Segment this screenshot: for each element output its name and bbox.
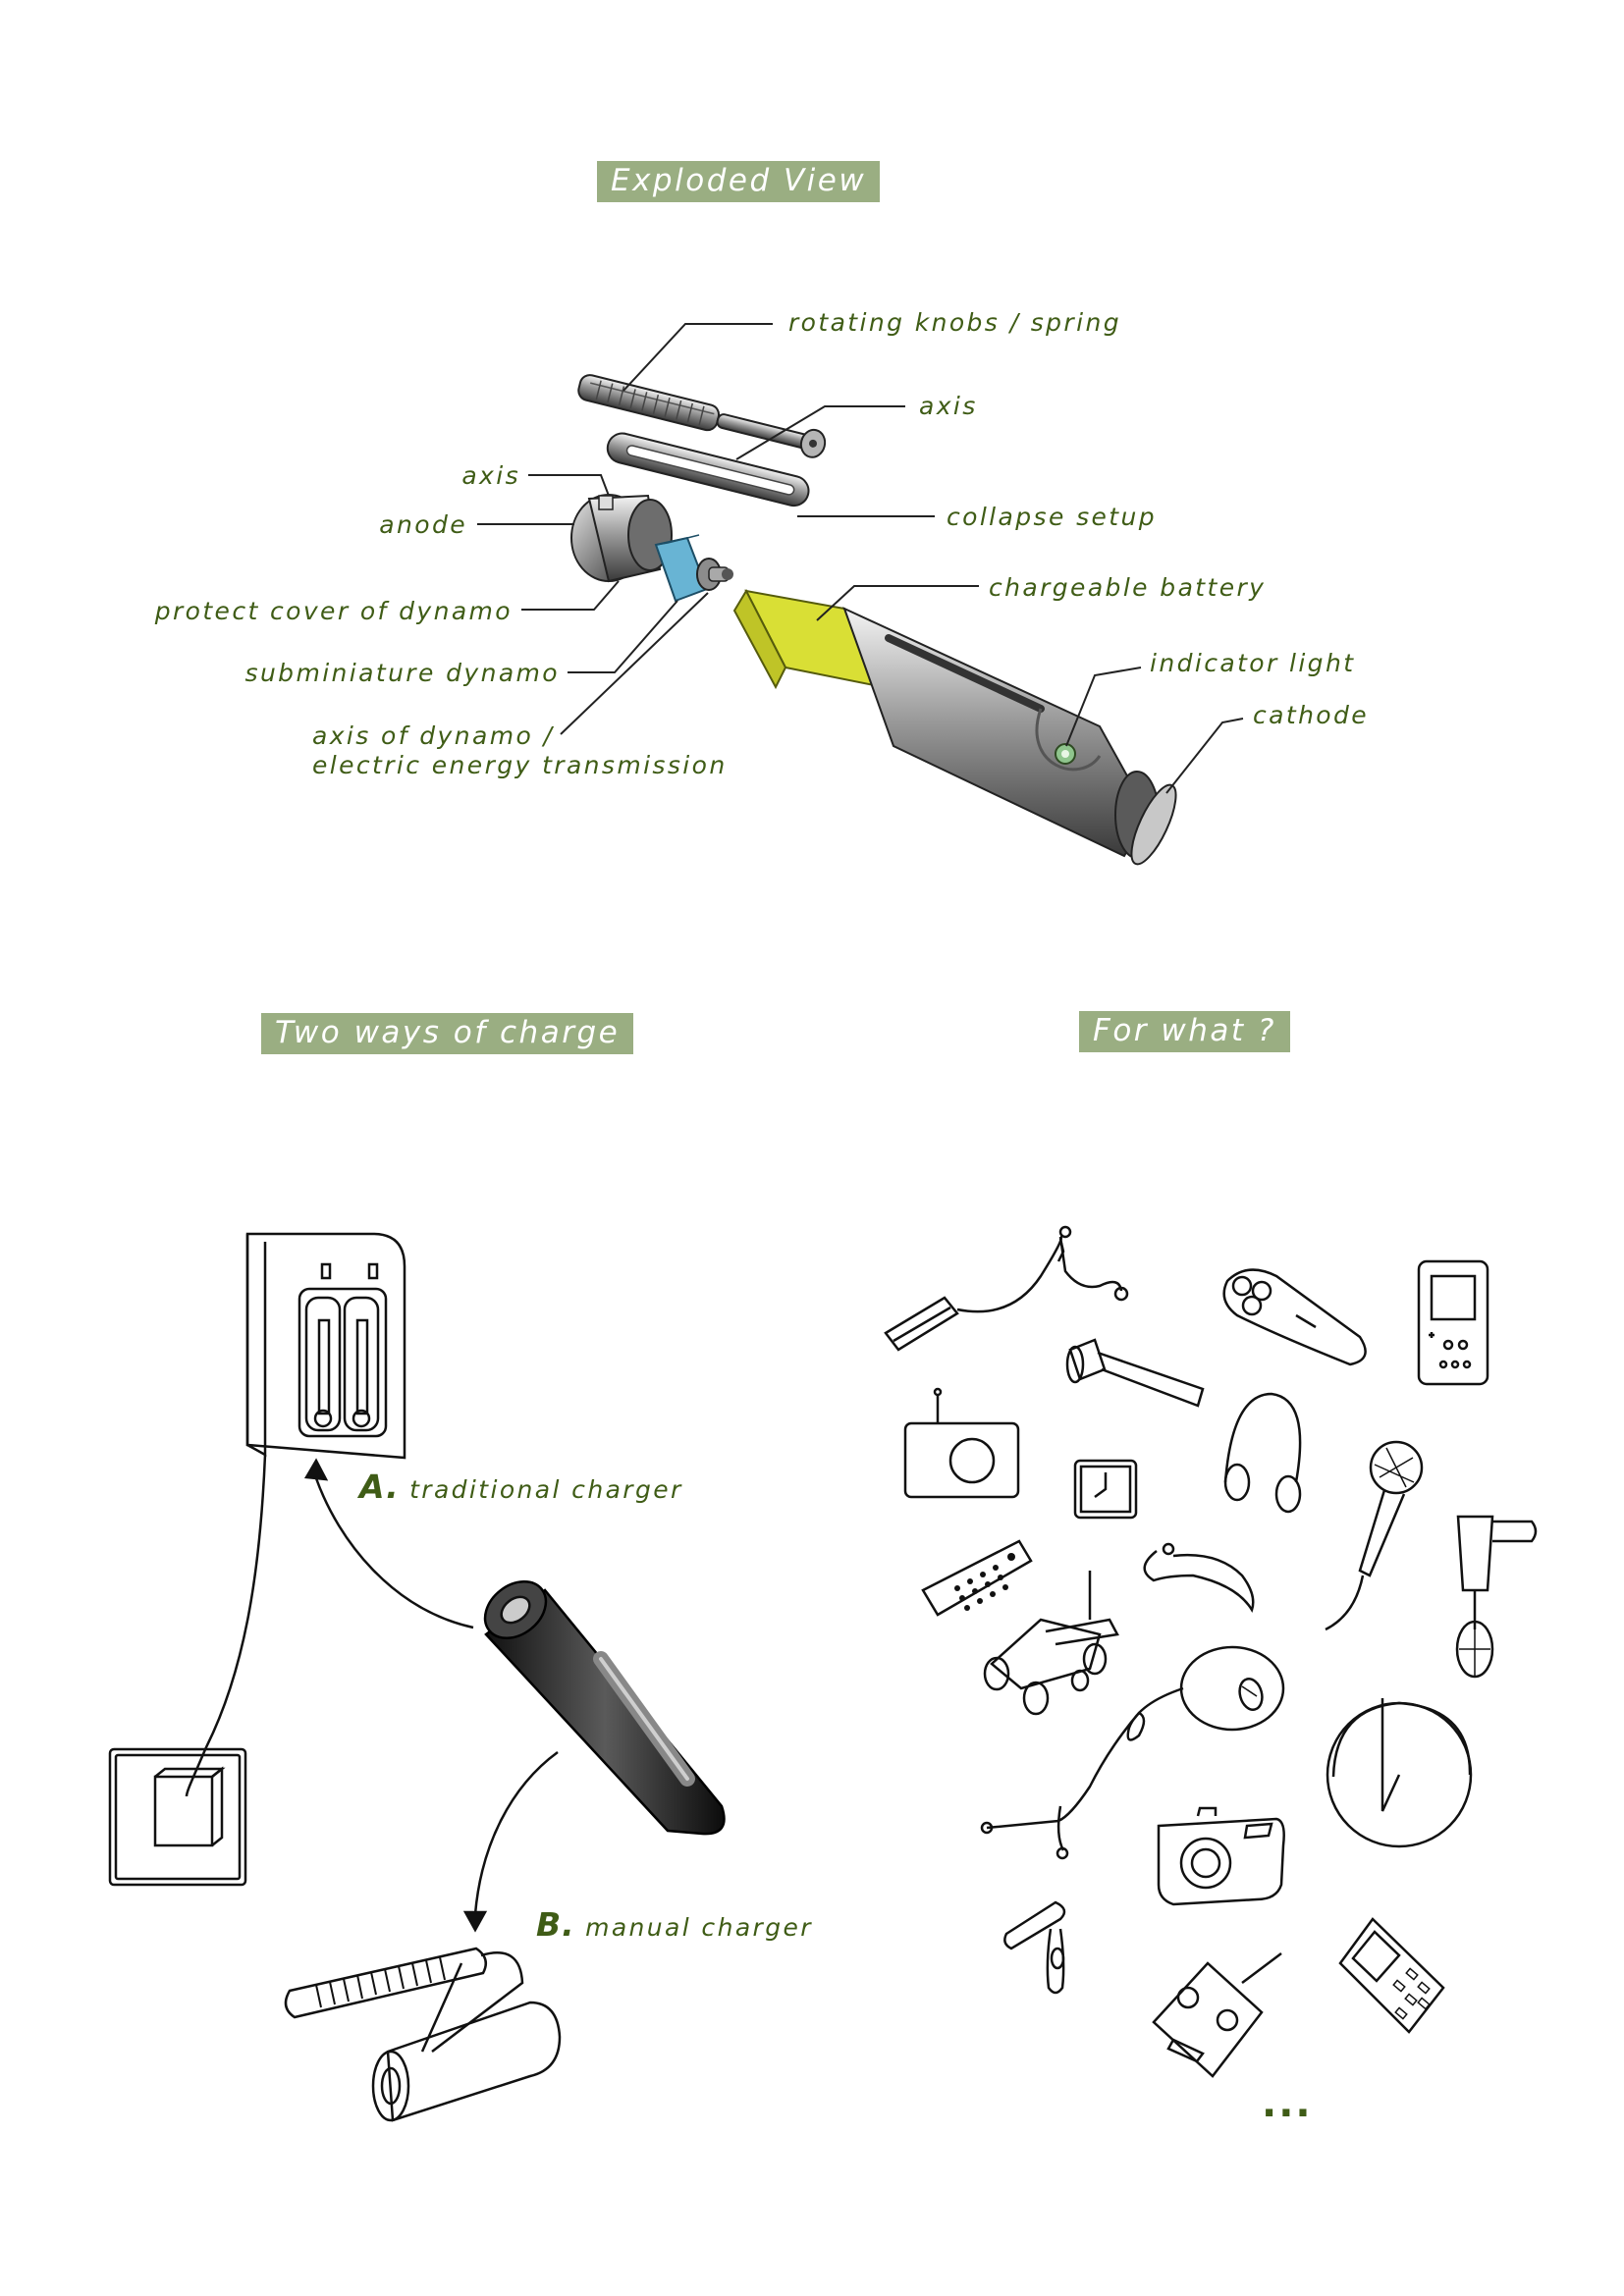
mobile-phone-icon	[1340, 1919, 1443, 2032]
camera-icon	[1159, 1808, 1284, 1904]
charge-diagram	[110, 1234, 725, 2120]
remote-control-icon	[923, 1541, 1031, 1615]
microphone-icon	[1326, 1442, 1422, 1629]
label-chargeable-battery: chargeable battery	[989, 573, 1267, 602]
device-icons	[886, 1227, 1536, 2076]
for-what-heading: For what ?	[1079, 1011, 1290, 1052]
label-subminiature-dynamo: subminiature dynamo	[244, 659, 560, 687]
label-traditional-charger	[359, 1468, 683, 1506]
label-axis-left: axis	[461, 461, 520, 490]
battery-part	[734, 591, 1159, 858]
handheld-game-icon	[1419, 1261, 1488, 1384]
label-axis-of-dynamo-1: axis of dynamo /	[312, 721, 555, 750]
label-a-letter: A.	[359, 1468, 400, 1506]
label-b-text: manual charger	[585, 1913, 813, 1942]
label-axis-top: axis	[919, 392, 978, 420]
headphones-icon	[1225, 1394, 1300, 1512]
handheld-fan-icon	[1004, 1902, 1064, 1993]
traditional-charger-icon	[187, 1234, 405, 1796]
earphones-icon	[982, 1688, 1183, 1858]
shaver-icon	[1224, 1270, 1366, 1364]
hand-mixer-icon	[1457, 1517, 1536, 1677]
remote-controller-icon	[1154, 1953, 1281, 2076]
label-cathode: cathode	[1253, 701, 1370, 729]
label-b-letter: B.	[536, 1905, 575, 1944]
two-ways-heading: Two ways of charge	[261, 1013, 633, 1054]
flashlight-icon	[1067, 1340, 1203, 1406]
label-protect-cover: protect cover of dynamo	[154, 597, 513, 625]
label-axis-of-dynamo-2: electric energy transmission	[312, 751, 728, 779]
label-anode: anode	[379, 510, 467, 539]
anode-part	[571, 495, 672, 581]
label-rotating-knobs: rotating knobs / spring	[788, 308, 1121, 337]
wall-clock-icon	[1327, 1698, 1471, 1846]
label-collapse-setup: collapse setup	[947, 503, 1157, 531]
massager-icon	[1145, 1544, 1254, 1610]
dynamo-part	[656, 535, 733, 601]
mouse-icon	[1181, 1647, 1283, 1730]
manual-charger-icon	[286, 1949, 560, 2120]
label-indicator-light: indicator light	[1150, 649, 1356, 677]
radio-icon	[905, 1389, 1018, 1497]
exploded-view-heading: Exploded View	[597, 161, 880, 202]
toy-car-icon	[985, 1571, 1117, 1714]
battery-dynamo-icon	[474, 1570, 725, 1834]
usb-stick-icon	[886, 1227, 1127, 1350]
wall-socket-icon	[110, 1749, 245, 1885]
label-a-text: traditional charger	[409, 1475, 683, 1504]
label-manual-charger	[536, 1905, 813, 1944]
more-devices-ellipsis: ...	[1262, 2081, 1313, 2126]
desk-clock-icon	[1075, 1461, 1136, 1518]
